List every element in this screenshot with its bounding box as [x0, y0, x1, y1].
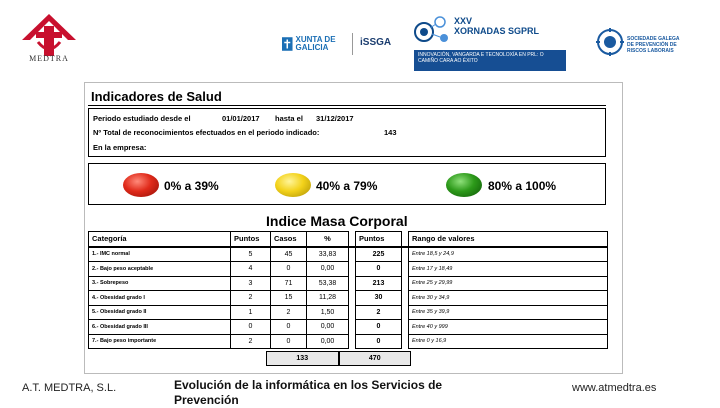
- report-title: Indicadores de Salud: [91, 89, 222, 104]
- cell-puntos-total: 30: [356, 291, 402, 306]
- cell-casos: 45: [271, 247, 307, 262]
- xxv-banner: INNOVACIÓN, VANGARDA E TECNOLOXÍA EN PRL: O CAMIÑO CARA AO ÉXITO: [414, 50, 566, 71]
- imc-title: Indice Masa Corporal: [266, 213, 408, 229]
- cell-categoria: 1.- IMC normal: [89, 247, 231, 262]
- xxv-molecule-icon: [412, 14, 452, 48]
- table-row: [89, 262, 608, 277]
- cell-gap: [349, 262, 356, 277]
- cell-puntos: 3: [231, 276, 271, 291]
- total-label: Nº Total de reconocimientos efectuados en el periodo indicado:: [93, 128, 320, 137]
- cell-gap: [349, 334, 356, 349]
- imc-table: [88, 231, 608, 349]
- table-row: [89, 305, 608, 320]
- cell-gap: [349, 276, 356, 291]
- range-red: 0% a 39%: [164, 179, 219, 193]
- cell-gap: [402, 262, 409, 277]
- range-yellow: 40% a 79%: [316, 179, 378, 193]
- cell-casos: 2: [271, 305, 307, 320]
- period-label: Periodo estudiado desde el: [93, 114, 191, 123]
- cell-rango: Entre 30 y 34,9: [409, 291, 608, 306]
- cell-puntos: 4: [231, 262, 271, 277]
- col-rango: Rango de valores: [409, 232, 608, 247]
- cell-puntos: 0: [231, 320, 271, 335]
- cell-puntos: 2: [231, 291, 271, 306]
- cell-gap: [349, 291, 356, 306]
- cell-gap: [402, 305, 409, 320]
- cell-categoria: 5.- Obesidad grado II: [89, 305, 231, 320]
- footer-title: Evolución de la informática en los Servicios de Prevención: [174, 378, 443, 407]
- cell-gap: [349, 305, 356, 320]
- cell-categoria: 7.- Bajo peso importante: [89, 334, 231, 349]
- col-casos: Casos: [271, 232, 307, 247]
- cell-puntos-total: 0: [356, 262, 402, 277]
- cell-pct: 1,50: [307, 305, 349, 320]
- table-row: [89, 276, 608, 291]
- cell-puntos-total: 0: [356, 320, 402, 335]
- total-value: 143: [384, 128, 397, 137]
- col-categoria: Categoría: [89, 232, 231, 247]
- cell-rango: Entre 0 y 16,9: [409, 334, 608, 349]
- cell-pct: 11,28: [307, 291, 349, 306]
- cell-casos: 0: [271, 334, 307, 349]
- cell-pct: 53,38: [307, 276, 349, 291]
- period-to: 31/12/2017: [316, 114, 354, 123]
- cell-categoria: 3.- Sobrepeso: [89, 276, 231, 291]
- range-green: 80% a 100%: [488, 179, 557, 193]
- col-puntos-total: Puntos: [356, 232, 402, 247]
- sgp-logo-icon: [596, 28, 624, 56]
- xxv-title-line2: XORNADAS SGPRL: [454, 26, 540, 36]
- xunta-emblem-icon: [282, 35, 293, 53]
- cell-rango: Entre 18,5 y 24,9: [409, 247, 608, 262]
- cell-puntos: 2: [231, 334, 271, 349]
- cell-pct: 0,00: [307, 320, 349, 335]
- company-label: En la empresa:: [93, 143, 147, 152]
- title-divider: [88, 105, 606, 106]
- totals-row: [266, 351, 411, 366]
- table-row: [89, 291, 608, 306]
- footer-website-link[interactable]: www.atmedtra.es: [572, 382, 657, 394]
- red-light-icon: [123, 173, 159, 197]
- table-header-row: [89, 232, 608, 247]
- total-puntos: 470: [339, 351, 412, 366]
- cell-gap: [349, 320, 356, 335]
- col-pct: %: [307, 232, 349, 247]
- xxv-title-line1: XXV: [454, 16, 473, 26]
- cell-casos: 0: [271, 320, 307, 335]
- yellow-light-icon: [275, 173, 311, 197]
- cell-casos: 15: [271, 291, 307, 306]
- footer-company: A.T. MEDTRA, S.L.: [22, 382, 117, 394]
- cell-categoria: 6.- Obesidad grado III: [89, 320, 231, 335]
- xunta-text: XUNTA DE GALICIA: [295, 35, 336, 52]
- cell-rango: Entre 40 y 999: [409, 320, 608, 335]
- table-row: [89, 320, 608, 335]
- cell-casos: 0: [271, 262, 307, 277]
- period-to-label: hasta el: [275, 114, 303, 123]
- cell-puntos-total: 2: [356, 305, 402, 320]
- green-light-icon: [446, 173, 482, 197]
- cell-gap: [402, 320, 409, 335]
- cell-rango: Entre 25 y 29,99: [409, 276, 608, 291]
- cell-rango: Entre 35 y 39,9: [409, 305, 608, 320]
- cell-gap: [402, 291, 409, 306]
- total-casos: 133: [266, 351, 339, 366]
- col-puntos: Puntos: [231, 232, 271, 247]
- cell-categoria: 2.- Bajo peso aceptable: [89, 262, 231, 277]
- cell-gap: [402, 334, 409, 349]
- medtra-logo-text: MEDTRA: [29, 54, 69, 63]
- cell-puntos-total: 225: [356, 247, 402, 262]
- table-row: [89, 334, 608, 349]
- cell-gap: [402, 276, 409, 291]
- cell-puntos: 1: [231, 305, 271, 320]
- cell-gap: [402, 247, 409, 262]
- cell-puntos: 5: [231, 247, 271, 262]
- sgp-logo-text: SOCIEDADE GALEGA DE PREVENCIÓN DE RISCOS LABORAIS: [627, 36, 680, 54]
- cell-puntos-total: 0: [356, 334, 402, 349]
- table-row: [89, 247, 608, 262]
- cell-rango: Entre 17 y 18,49: [409, 262, 608, 277]
- cell-categoria: 4.- Obesidad grado I: [89, 291, 231, 306]
- cell-pct: 0,00: [307, 262, 349, 277]
- logo-separator: [352, 33, 353, 55]
- xunta-logo: [282, 33, 352, 55]
- period-from: 01/01/2017: [222, 114, 260, 123]
- cell-casos: 71: [271, 276, 307, 291]
- issga-logo: iSSGA: [360, 37, 392, 48]
- cell-puntos-total: 213: [356, 276, 402, 291]
- xxv-title: [454, 16, 539, 36]
- cell-gap: [349, 247, 356, 262]
- cell-pct: 0,00: [307, 334, 349, 349]
- cell-pct: 33,83: [307, 247, 349, 262]
